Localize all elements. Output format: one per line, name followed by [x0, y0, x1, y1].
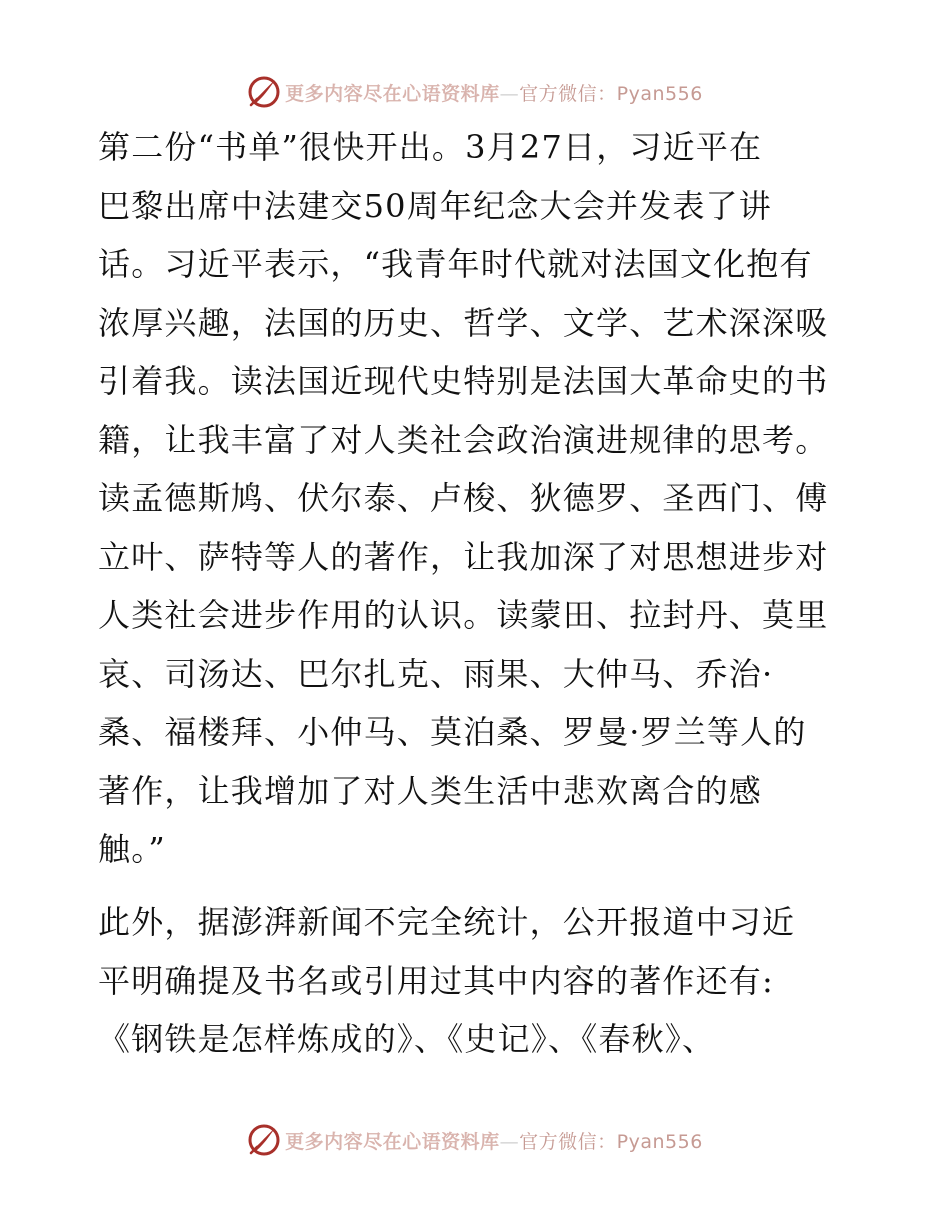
header-banner-text: [285, 79, 703, 106]
text-line: 此外，据澎湃新闻不完全统计，公开报道中习近: [98, 903, 796, 941]
text-line: 平明确提及书名或引用过其中内容的著作还有:: [98, 961, 774, 1000]
quill-logo-icon: [247, 1123, 281, 1157]
text-line: 引着我。读法国近现代史特别是法国大革命史的书: [98, 362, 829, 400]
banner-wechat: 官方微信：Pyan556: [519, 1130, 703, 1153]
footer-banner-text: [285, 1127, 703, 1154]
text-line: 籍，让我丰富了对人类社会政治演进规律的思考。: [98, 420, 829, 459]
banner-slogan: 更多内容尽在心语资料库: [285, 82, 500, 105]
banner-dash: —: [499, 1130, 520, 1153]
text-line: 《钢铁是怎样炼成的》、《史记》、《春秋》、: [98, 1020, 716, 1058]
text-line: 立叶、萨特等人的著作，让我加深了对思想进步对: [98, 537, 829, 576]
quill-logo-icon: [247, 75, 281, 109]
banner-wechat: 官方微信：Pyan556: [519, 82, 703, 105]
text-line: 桑、福楼拜、小仲马、莫泊桑、罗曼·罗兰等人的: [98, 713, 807, 751]
text-line: 浓厚兴趣，法国的历史、哲学、文学、艺术深深吸: [98, 303, 829, 342]
paragraph-2: [98, 893, 858, 1069]
footer-banner: [0, 1120, 950, 1160]
text-line: 触。”: [98, 830, 166, 868]
text-line: 人类社会进步作用的认识。读蒙田、拉封丹、莫里: [98, 596, 829, 634]
header-banner: [0, 72, 950, 112]
text-line: 第二份“书单”很快开出。3月27日，习近平在: [98, 128, 763, 166]
text-line: 著作，让我增加了对人类生活中悲欢离合的感: [98, 771, 763, 810]
text-line: 巴黎出席中法建交50周年纪念大会并发表了讲: [98, 186, 772, 225]
text-line: 读孟德斯鸠、伏尔泰、卢梭、狄德罗、圣西门、傅: [98, 479, 829, 517]
text-line: 哀、司汤达、巴尔扎克、雨果、大仲马、乔治·: [98, 654, 774, 693]
text-line: 话。习近平表示，“我青年时代就对法国文化抱有: [98, 245, 813, 283]
banner-dash: —: [499, 82, 520, 105]
banner-slogan: 更多内容尽在心语资料库: [285, 1130, 500, 1153]
paragraph-1: [98, 118, 858, 879]
